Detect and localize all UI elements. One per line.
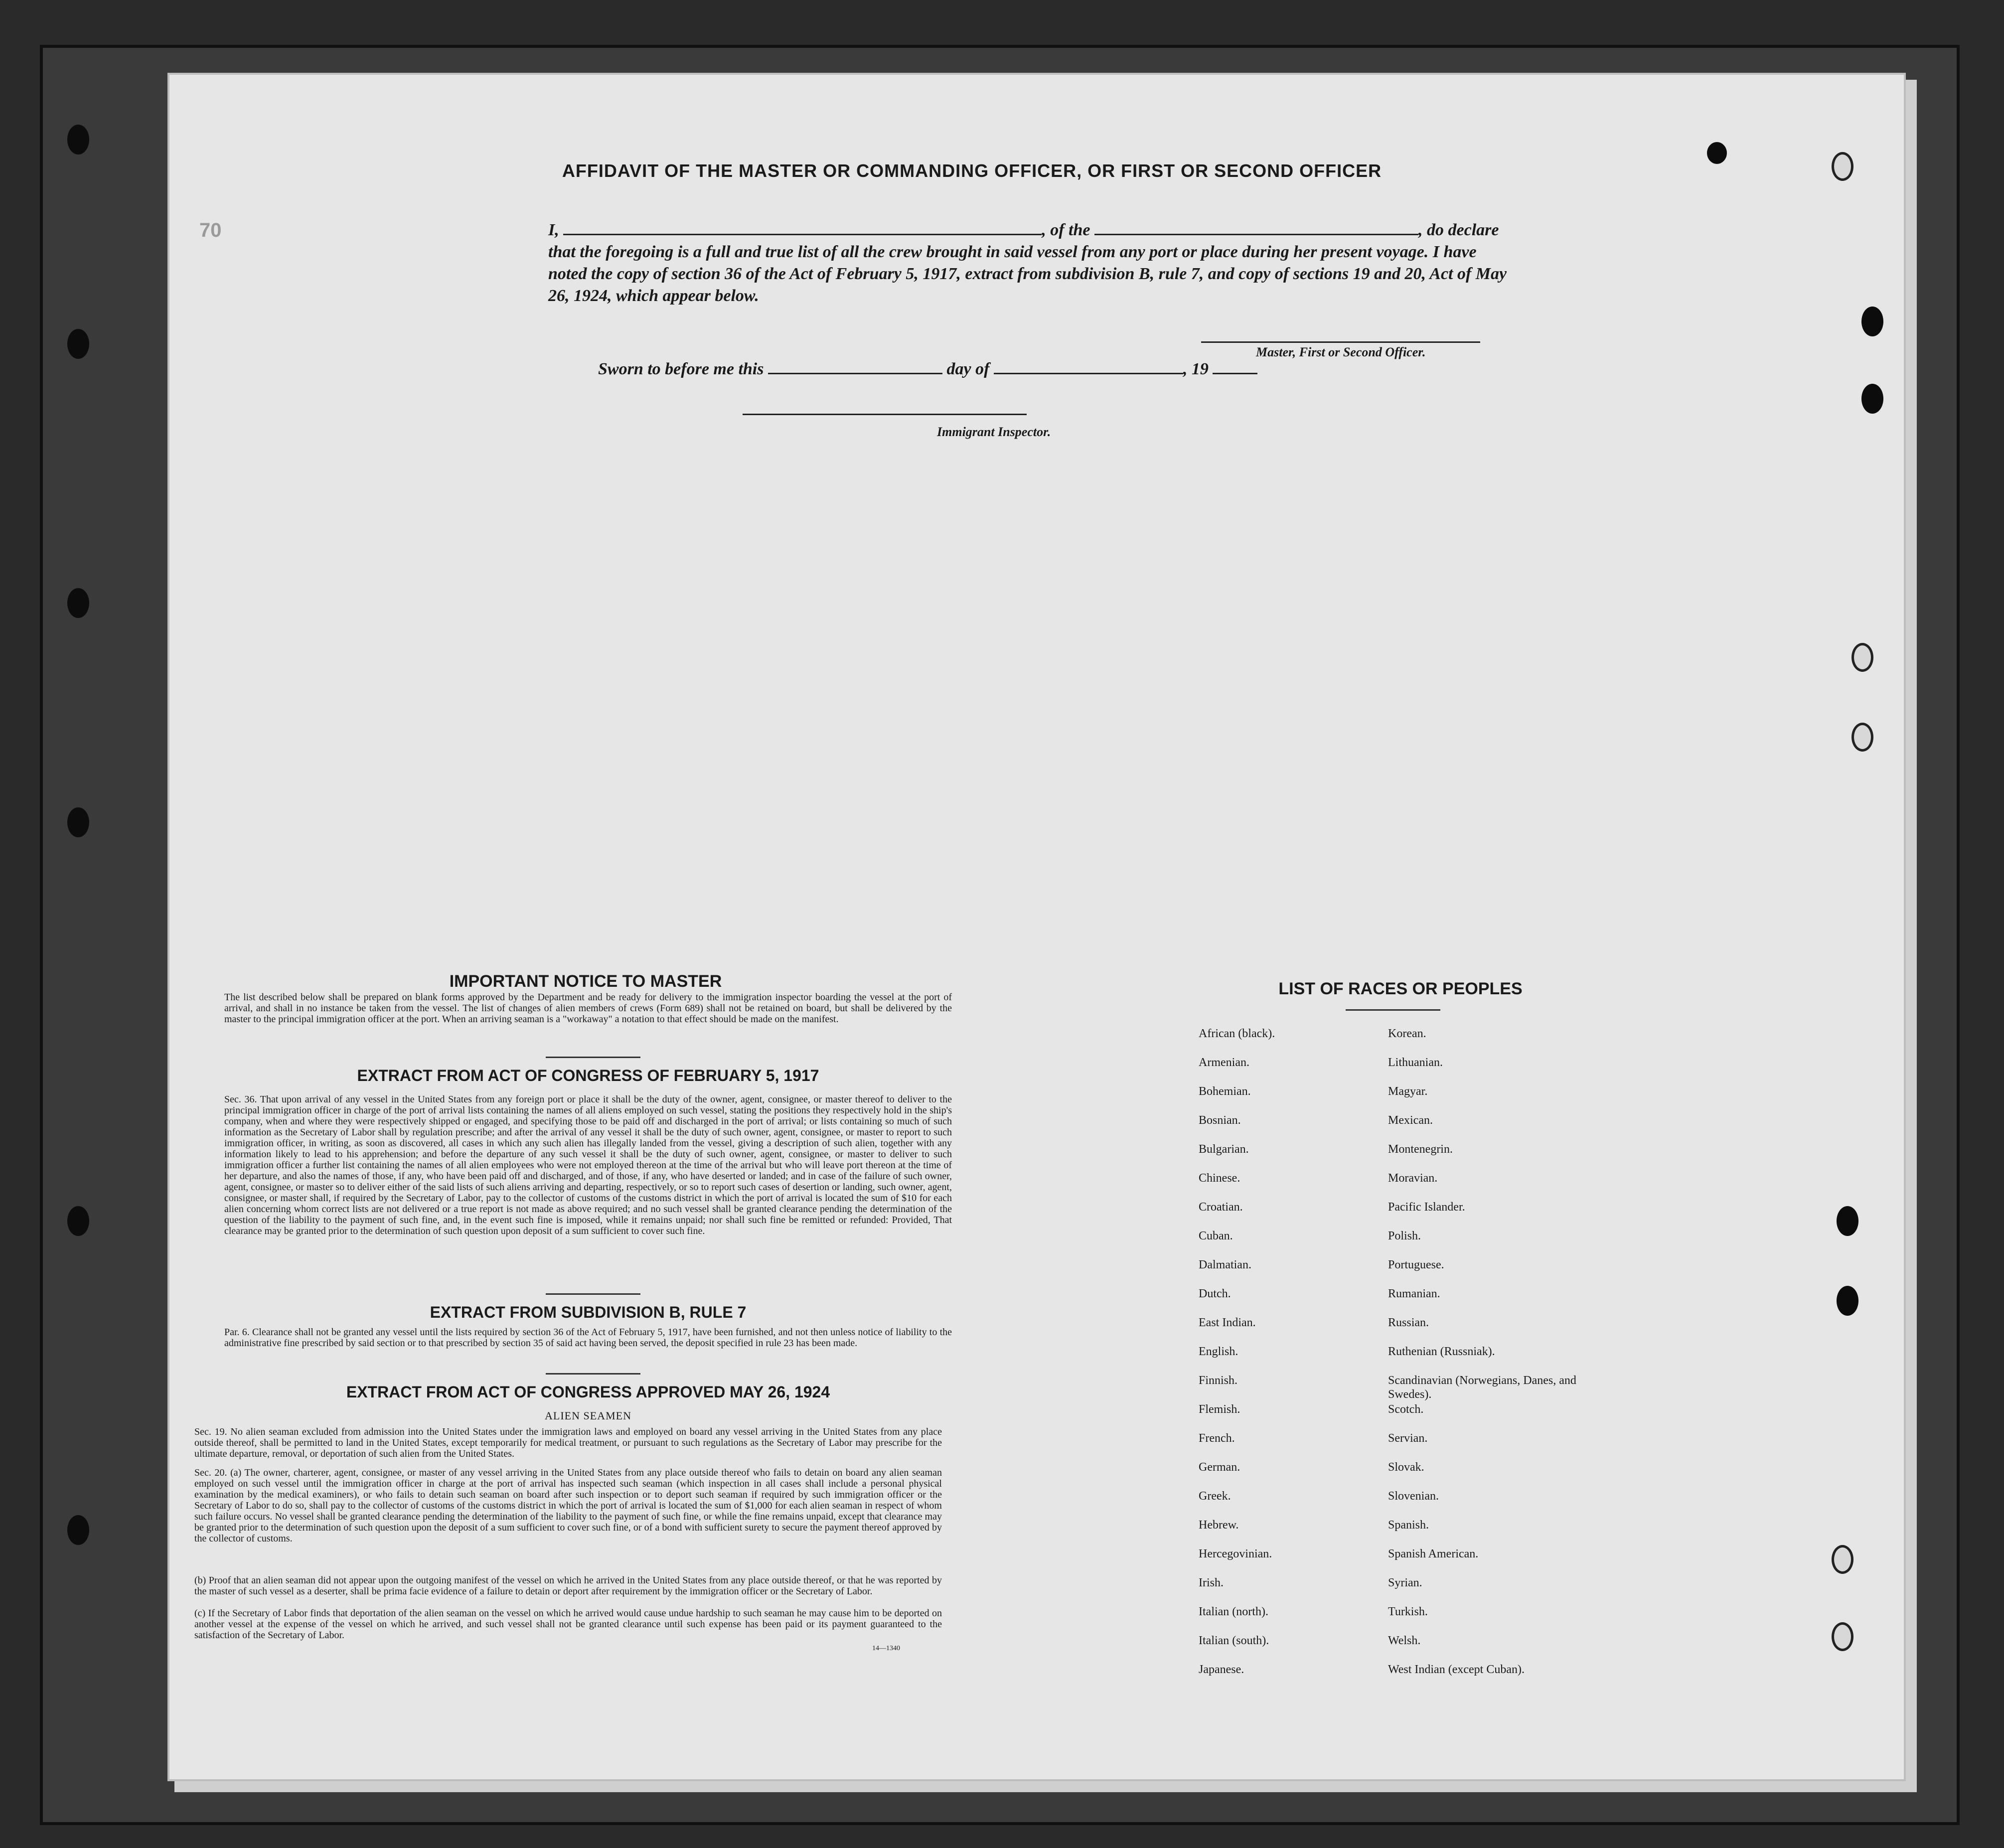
master-signature-line[interactable]: [1201, 341, 1480, 343]
sworn-month-field[interactable]: [994, 359, 1183, 374]
race-item: Irish.: [1199, 1576, 1224, 1589]
alien-seamen-subtitle: ALIEN SEAMEN: [545, 1409, 631, 1422]
race-item: Welsh.: [1388, 1634, 1421, 1647]
races-left-column: [1199, 1027, 1388, 1692]
act-1924-sec19: Sec. 19. No alien seaman excluded from admission into the United States under the immigration laws and employed on board any vessel arriving in the United States from any place outside thereof, shall be permitted to land in the United States, except temporarily for medical treatment, or pursuant to such regulations as the Secretary of Labor may prescribe for the ultimate departure, removal, or deportation of such alien from the United States.: [194, 1426, 942, 1459]
punch-hole-icon: [1861, 307, 1883, 336]
race-item: Finnish.: [1199, 1374, 1238, 1387]
do-declare-label: , do declare: [1418, 221, 1499, 239]
race-item: Spanish American.: [1388, 1547, 1479, 1560]
race-item: Croatian.: [1199, 1201, 1243, 1214]
race-item: Italian (south).: [1199, 1634, 1269, 1647]
punch-hole-icon: [1832, 152, 1853, 181]
divider: [1346, 1009, 1440, 1011]
race-item: Lithuanian.: [1388, 1056, 1443, 1069]
year-prefix-label: , 19: [1183, 360, 1209, 378]
divider: [546, 1057, 640, 1058]
rule-7-title: EXTRACT FROM SUBDIVISION B, RULE 7: [430, 1303, 747, 1321]
race-item: Japanese.: [1199, 1663, 1244, 1676]
race-item: German.: [1199, 1461, 1240, 1474]
race-item: Syrian.: [1388, 1576, 1422, 1589]
race-item: Scandinavian (Norwegians, Danes, and Swedes).: [1388, 1374, 1576, 1401]
race-item: English.: [1199, 1345, 1238, 1358]
race-item: Korean.: [1388, 1027, 1426, 1040]
act-1924-sec20c: (c) If the Secretary of Labor finds that deportation of the alien seaman on the vessel on which he arrived would cause undue hardship to such seaman he may cause him to be deported on another vessel at the expense of the vessel on which he arrived, and such vessel shall not be granted clearance until such expense has been paid or its payment guaranteed to the satisfaction of the Secretary of Labor.: [194, 1608, 942, 1641]
punch-hole-icon: [1837, 1206, 1858, 1236]
affidavit-statement: [548, 219, 1515, 307]
punch-hole-icon: [1851, 643, 1873, 672]
race-item: Hercegovinian.: [1199, 1547, 1272, 1560]
act-1924-sec20b: (b) Proof that an alien seaman did not appear upon the outgoing manifest of the vessel on which he arrived in the United States from any place outside thereof, or that he was reported by the master of such vessel as a deserter, shall be prima facie evidence of a failure to detain or deport after requirement by the immigration officer or the Secretary of Labor.: [194, 1575, 942, 1597]
race-item: Spanish.: [1388, 1519, 1429, 1532]
race-item: Dutch.: [1199, 1287, 1231, 1300]
vessel-name-field[interactable]: [1094, 220, 1418, 235]
race-item: Portuguese.: [1388, 1258, 1444, 1271]
binder-hole-icon: [67, 1206, 89, 1236]
act-1924-sec20: Sec. 20. (a) The owner, charterer, agent, consignee, or master of any vessel arriving in the United States from any place outside thereof who fails to detain on board any alien seaman employed on such vessel until the immigration officer in charge at the port of arrival has inspected such seaman (which inspection in all cases shall include a personal physical examination by the medical examiners), or who fails to detain such seaman on board after such inspection or to deport such seaman if required by such immigration officer or the Secretary of Labor to do so, shall pay to the collector of customs of the customs district in which the port of arrival is located the sum of $1,000 for each alien seaman in respect of whom such failure occurs. No vessel shall be granted clearance pending the determination of the liability to the payment of such fine, or while the fine remains unpaid, except that clearance may be granted prior to the determination of such question upon the deposit of a sum sufficient to cover such fine, or of a bond with sufficient surety to secure the payment thereof approved by the collector of customs.: [194, 1467, 942, 1544]
race-item: East Indian.: [1199, 1316, 1256, 1329]
act-1917-title: EXTRACT FROM ACT OF CONGRESS OF FEBRUARY 5, 1917: [357, 1067, 819, 1084]
race-item: Russian.: [1388, 1316, 1429, 1329]
race-item: Dalmatian.: [1199, 1258, 1251, 1271]
race-item: Bohemian.: [1199, 1085, 1251, 1098]
binder-hole-icon: [67, 329, 89, 359]
rule-7-text: Par. 6. Clearance shall not be granted any vessel until the lists required by section 36 of the Act of February 5, 1917, have been furnished, and not then unless notice of liability to the administrative fine prescribed by said section or to that prescribed by section 35 of said act having been served, the deposit specified in rule 23 has been made.: [224, 1327, 952, 1349]
act-1917-text: Sec. 36. That upon arrival of any vessel in the United States from any foreign port or place it shall be the duty of the owner, agent, consignee, or master thereof to deliver to the principal immigration officer in charge of the port of arrival lists containing the names of all aliens employed on such vessel, stating the positions they respectively hold in the ship's company, when and where they were respectively shipped or engaged, and specifying those to be paid off and discharged in the port of arrival; or lists containing so much of such information as the Secretary of Labor shall by regulation prescribe; and after the arrival of any vessel it shall be the duty of such owner, agent, consignee, or master to report to such immigration officer, in writing, as soon as discovered, all cases in which any such alien has illegally landed from the vessel, giving a description of such alien, together with any information likely to lead to his apprehension; and before the departure of any such vessel it shall be the duty of such owner, agent, consignee, or master to deliver to such immigration officer a further list containing the names of all alien employees who were not employed thereon at the time of the arrival but who will leave port thereon at the time of her departure, and also the names of those, if any, who have been paid off and discharged, and of those, if any, who have deserted or landed; and in case of the failure of such owner, agent, consignee, or master so to deliver either of the said lists of such aliens arriving and departing, respectively, or so to report such cases of desertion or landing, such owner, agent, consignee, or master shall, if required by the Secretary of Labor, pay to the collector of customs of the customs district in which the port of arrival is located the sum of $10 for each alien concerning whom correct lists are not delivered or a true report is not made as above required; and no such vessel shall be granted clearance pending the determination of the question of the liability to the payment of such fine, and, in the event such fine is imposed, while it remains unpaid; nor shall such fine be remitted or refunded: Provided, That clearance may be granted prior to the determination of such question upon deposit of a sum sufficient to cover such fine.: [224, 1094, 952, 1236]
race-item: Slovak.: [1388, 1461, 1424, 1474]
punch-hole-icon: [1832, 1545, 1853, 1574]
act-1924-title: EXTRACT FROM ACT OF CONGRESS APPROVED MAY 26, 1924: [346, 1383, 830, 1401]
race-item: Hebrew.: [1199, 1519, 1239, 1532]
of-the-label: , of the: [1042, 221, 1090, 239]
race-item: French.: [1199, 1432, 1235, 1445]
race-item: Bulgarian.: [1199, 1143, 1249, 1156]
punch-hole-icon: [1832, 1622, 1853, 1651]
race-item: West Indian (except Cuban).: [1388, 1663, 1525, 1676]
sworn-line: [598, 359, 1346, 379]
divider: [546, 1373, 640, 1375]
binder-hole-icon: [67, 1515, 89, 1545]
sworn-prefix-label: Sworn to before me this: [598, 360, 764, 378]
race-item: Rumanian.: [1388, 1287, 1440, 1300]
notice-title: IMPORTANT NOTICE TO MASTER: [449, 972, 722, 991]
race-item: Turkish.: [1388, 1605, 1428, 1618]
divider: [546, 1293, 640, 1295]
race-item: Pacific Islander.: [1388, 1201, 1465, 1214]
race-item: Slovenian.: [1388, 1490, 1439, 1503]
races-title: LIST OF RACES OR PEOPLES: [1278, 979, 1523, 998]
race-item: Moravian.: [1388, 1172, 1438, 1185]
punch-hole-icon: [1861, 384, 1883, 414]
inspector-signature-label: Immigrant Inspector.: [937, 425, 1051, 439]
race-item: Flemish.: [1199, 1403, 1240, 1416]
punch-hole-icon: [1837, 1286, 1858, 1316]
races-right-column: [1388, 1027, 1602, 1692]
master-signature-label: Master, First or Second Officer.: [1256, 345, 1426, 359]
race-item: Cuban.: [1199, 1230, 1233, 1242]
race-item: Servian.: [1388, 1432, 1428, 1445]
affidavit-i-label: I,: [548, 221, 559, 239]
form-number: 14—1340: [872, 1645, 900, 1652]
inspector-signature-line[interactable]: [743, 414, 1027, 415]
punch-hole-icon: [1851, 723, 1873, 752]
punch-hole-icon: [1707, 142, 1727, 164]
race-item: Magyar.: [1388, 1085, 1428, 1098]
affidavit-title: AFFIDAVIT OF THE MASTER OR COMMANDING OFFICER, OR FIRST OR SECOND OFFICER: [562, 160, 1382, 181]
binder-hole-icon: [67, 588, 89, 618]
race-item: Polish.: [1388, 1230, 1421, 1242]
affidavit-declaration-line: [548, 219, 1515, 241]
affidavit-body-text: that the foregoing is a full and true list of all the crew brought in said vessel from any port or place during her present voyage. I have noted the copy of section 36 of the Act of February 5, 1917, extract from subdivision B, rule 7, and copy of sections 19 and 20, Act of May 26, 1924, which appear below.: [548, 243, 1507, 305]
race-item: Ruthenian (Russniak).: [1388, 1345, 1495, 1358]
officer-name-field[interactable]: [563, 220, 1042, 235]
race-item: African (black).: [1199, 1027, 1275, 1040]
day-of-label: day of: [946, 360, 990, 378]
race-item: Montenegrin.: [1388, 1143, 1453, 1156]
binder-hole-icon: [67, 125, 89, 154]
page-number-mark: 70: [199, 219, 222, 241]
binder-hole-icon: [67, 807, 89, 837]
race-item: Greek.: [1199, 1490, 1231, 1503]
sworn-date-field[interactable]: [768, 359, 942, 374]
race-item: Mexican.: [1388, 1114, 1433, 1127]
race-item: Bosnian.: [1199, 1114, 1241, 1127]
race-item: Armenian.: [1199, 1056, 1249, 1069]
race-item: Chinese.: [1199, 1172, 1240, 1185]
sworn-year-field[interactable]: [1213, 359, 1257, 374]
notice-text: The list described below shall be prepared on blank forms approved by the Department and be ready for delivery to the immigration inspector boarding the vessel at the port of arrival, and shall in no instance be taken from the vessel. The list of changes of alien members of crews (Form 689) shall not be retained on board, but shall be delivered by the master to the principal immigration officer at the port. When an arriving seaman is a "workaway" a notation to that effect should be made on the manifest.: [224, 992, 952, 1025]
race-item: Scotch.: [1388, 1403, 1424, 1416]
race-item: Italian (north).: [1199, 1605, 1268, 1618]
